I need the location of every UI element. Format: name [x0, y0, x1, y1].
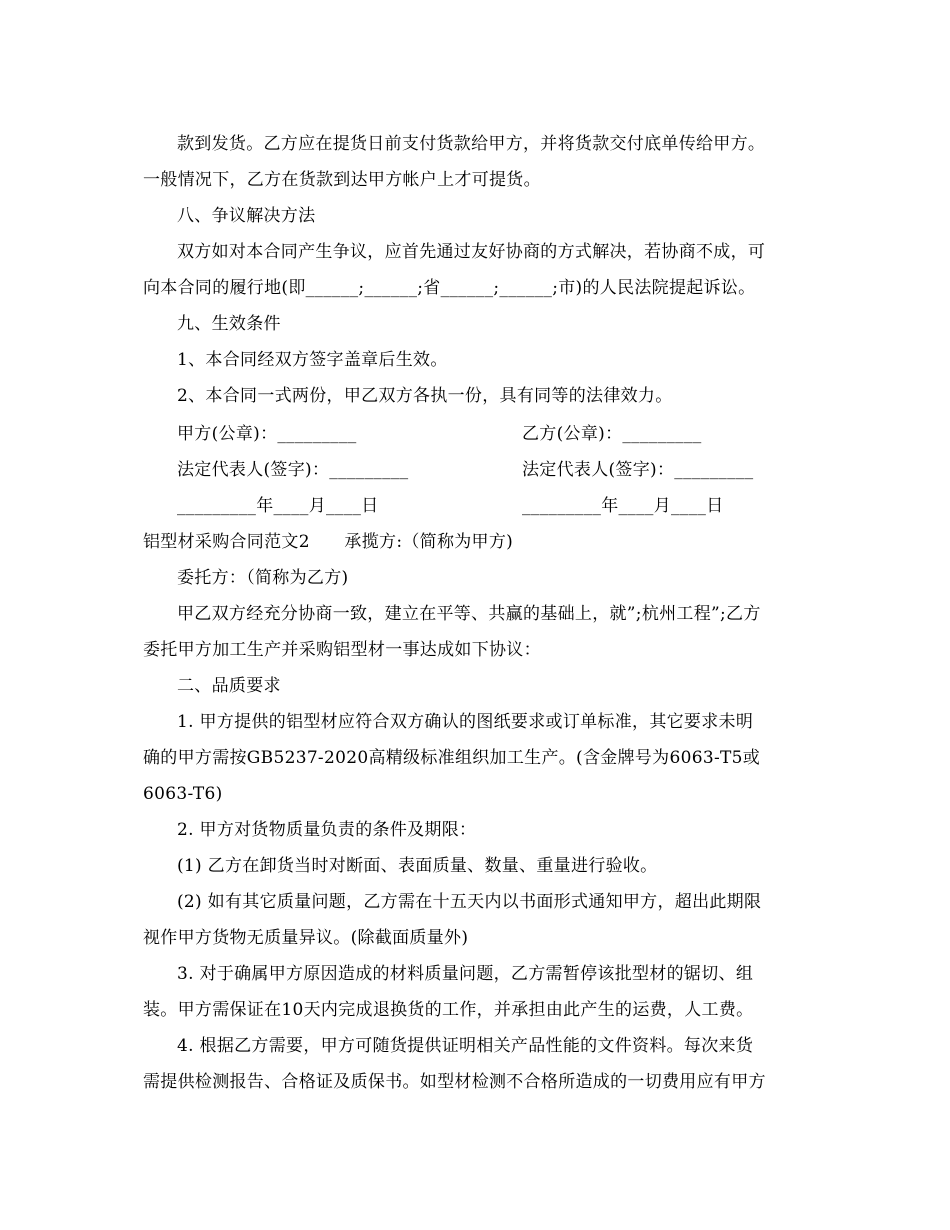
text-line-16: 6063-T6): [143, 784, 223, 804]
text-line-12: 委托甲方加工生产并采购铝型材一事达成如下协议：: [143, 640, 541, 660]
contract-title-line: 铝型材采购合同范文2 承揽方:（简称为甲方): [143, 532, 514, 552]
party-b-date: _________年____月____日: [522, 496, 724, 516]
text-line-17: 2. 甲方对货物质量负责的条件及期限：: [177, 820, 477, 840]
party-a-representative: 法定代表人(签字)：_________: [177, 460, 409, 480]
text-line-18: (1) 乙方在卸货当时对断面、表面质量、数量、重量进行验收。: [177, 856, 658, 876]
party-a-date: _________年____月____日: [177, 496, 379, 516]
text-line-7: 1、本合同经双方签字盖章后生效。: [177, 350, 448, 370]
text-line-19: (2) 如有其它质量问题，乙方需在十五天内以书面形式通知甲方，超出此期限: [177, 892, 762, 912]
text-line-1: 款到发货。乙方应在提货日前支付货款给甲方，并将货款交付底单传给甲方。: [177, 134, 766, 154]
text-line-20: 视作甲方货物无质量异议。(除截面质量外): [143, 928, 469, 948]
text-line-24: 需提供检测报告、合格证及质保书。如型材检测不合格所造成的一切费用应有甲方: [143, 1072, 766, 1092]
text-line-2: 一般情况下，乙方在货款到达甲方帐户上才可提货。: [143, 170, 541, 190]
text-line-5: 向本合同的履行地(即______;______;省______;______;市)的人民法院提起诉讼。: [143, 278, 756, 298]
text-line-11: 甲乙双方经充分协商一致，建立在平等、共赢的基础上，就”;杭州工程”;乙方: [177, 604, 761, 624]
text-line-22: 装。甲方需保证在10天内完成退换货的工作，并承担由此产生的运费，人工费。: [143, 1000, 754, 1020]
section-heading-8: 八、争议解决方法: [177, 206, 316, 226]
text-line-10: 委托方：（简称为乙方): [177, 568, 349, 588]
text-line-4: 双方如对本合同产生争议，应首先通过友好协商的方式解决，若协商不成，可: [177, 242, 766, 262]
text-line-8: 2、本合同一式两份，甲乙双方各执一份，具有同等的法律效力。: [177, 386, 673, 406]
section-heading-9: 九、生效条件: [177, 314, 281, 334]
party-b-seal: 乙方(公章)：_________: [522, 424, 702, 444]
text-line-21: 3. 对于确属甲方原因造成的材料质量问题，乙方需暂停该批型材的锯切、组: [177, 964, 754, 984]
text-line-15: 确的甲方需按GB5237-2020高精级标准组织加工生产。(含金牌号为6063-T5或: [143, 748, 761, 768]
text-line-23: 4. 根据乙方需要，甲方可随货提供证明相关产品性能的文件资料。每次来货: [177, 1036, 754, 1056]
section-heading-2: 二、品质要求: [177, 676, 281, 696]
party-a-seal: 甲方(公章)：_________: [177, 424, 357, 444]
party-b-representative: 法定代表人(签字)：_________: [522, 460, 754, 480]
text-line-14: 1. 甲方提供的铝型材应符合双方确认的图纸要求或订单标准，其它要求未明: [177, 712, 754, 732]
